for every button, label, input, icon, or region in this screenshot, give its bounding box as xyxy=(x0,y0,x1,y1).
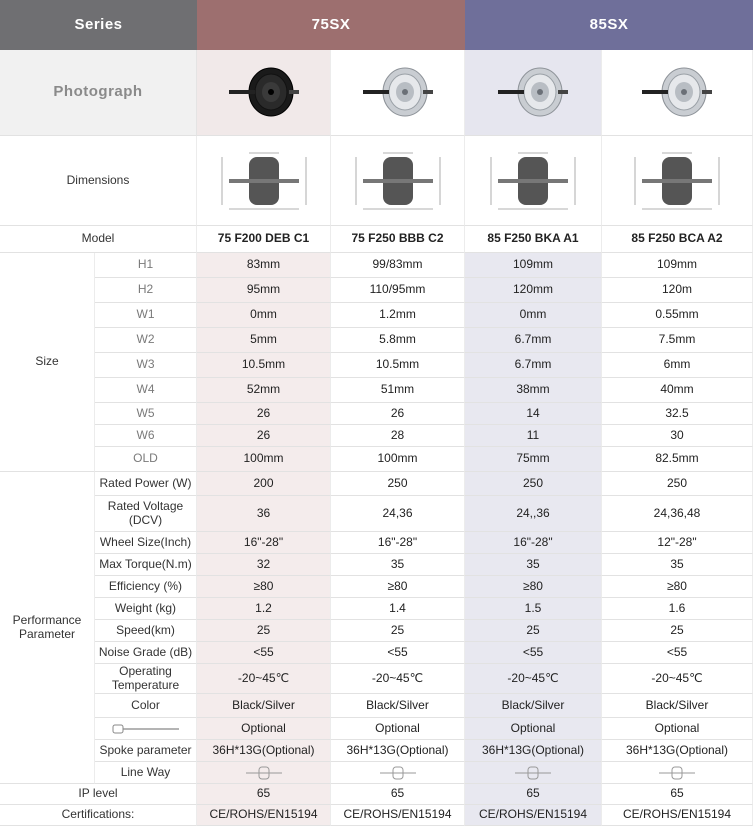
performance-value: <55 xyxy=(331,642,465,664)
performance-value: 25 xyxy=(197,620,331,642)
certifications-label: Certifications: xyxy=(0,805,197,826)
size-param-label: W2 xyxy=(95,328,197,353)
series-75sx-header: 75SX xyxy=(197,0,465,50)
performance-value: Black/Silver xyxy=(197,694,331,718)
performance-value: Black/Silver xyxy=(465,694,602,718)
performance-value: 36H*13G(Optional) xyxy=(465,740,602,762)
size-value: 28 xyxy=(331,425,465,447)
size-value: 0.55mm xyxy=(602,303,753,328)
performance-value: 36H*13G(Optional) xyxy=(197,740,331,762)
performance-value: 16"-28" xyxy=(465,532,602,554)
performance-value: 1.2 xyxy=(197,598,331,620)
size-value: 10.5mm xyxy=(197,353,331,378)
performance-value: 16"-28" xyxy=(331,532,465,554)
performance-value: 250 xyxy=(331,472,465,496)
size-value: 100mm xyxy=(197,447,331,472)
size-param-label: W1 xyxy=(95,303,197,328)
performance-value xyxy=(331,762,465,784)
performance-value: <55 xyxy=(465,642,602,664)
size-value: 109mm xyxy=(602,253,753,278)
size-value: 95mm xyxy=(197,278,331,303)
performance-value: ≥80 xyxy=(331,576,465,598)
size-value: 6.7mm xyxy=(465,353,602,378)
dimension-drawing xyxy=(465,136,602,226)
certification-value: CE/ROHS/EN15194 xyxy=(197,805,331,826)
motor-photo xyxy=(602,50,753,136)
performance-value xyxy=(197,762,331,784)
ip-level-label: IP level xyxy=(0,784,197,805)
performance-value: 24,36 xyxy=(331,496,465,532)
performance-value: 24,,36 xyxy=(465,496,602,532)
performance-value: ≥80 xyxy=(602,576,753,598)
size-value: 10.5mm xyxy=(331,353,465,378)
performance-value: Optional xyxy=(331,718,465,740)
performance-value: Optional xyxy=(465,718,602,740)
performance-value: -20~45℃ xyxy=(197,664,331,694)
performance-param-label: Wheel Size(Inch) xyxy=(95,532,197,554)
size-value: 5.8mm xyxy=(331,328,465,353)
performance-value: <55 xyxy=(197,642,331,664)
performance-value: Black/Silver xyxy=(602,694,753,718)
certification-value: CE/ROHS/EN15194 xyxy=(331,805,465,826)
performance-value: 250 xyxy=(465,472,602,496)
model-name: 75 F250 BBB C2 xyxy=(331,226,465,253)
performance-value xyxy=(602,762,753,784)
model-name: 85 F250 BKA A1 xyxy=(465,226,602,253)
performance-value: 25 xyxy=(602,620,753,642)
size-value: 26 xyxy=(331,403,465,425)
size-value: 38mm xyxy=(465,378,602,403)
dimension-diagram-icon xyxy=(483,149,583,213)
size-param-label: W6 xyxy=(95,425,197,447)
size-value: 120mm xyxy=(465,278,602,303)
performance-value: 250 xyxy=(602,472,753,496)
size-param-label: OLD xyxy=(95,447,197,472)
performance-group-label: Performance Parameter xyxy=(0,472,95,784)
motor-photo xyxy=(465,50,602,136)
model-name: 75 F200 DEB C1 xyxy=(197,226,331,253)
performance-value: 1.5 xyxy=(465,598,602,620)
size-value: 5mm xyxy=(197,328,331,353)
hub-motor-icon xyxy=(632,58,722,128)
size-value: 109mm xyxy=(465,253,602,278)
size-value: 30 xyxy=(602,425,753,447)
size-value: 14 xyxy=(465,403,602,425)
size-value: 26 xyxy=(197,403,331,425)
series-85sx-header: 85SX xyxy=(465,0,753,50)
performance-value: ≥80 xyxy=(465,576,602,598)
hub-motor-icon xyxy=(219,58,309,128)
size-value: 120m xyxy=(602,278,753,303)
size-value: 99/83mm xyxy=(331,253,465,278)
performance-value: -20~45℃ xyxy=(465,664,602,694)
line-way-icon xyxy=(378,765,418,781)
performance-value: -20~45℃ xyxy=(602,664,753,694)
performance-value: 1.6 xyxy=(602,598,753,620)
performance-value: ≥80 xyxy=(197,576,331,598)
size-value: 0mm xyxy=(465,303,602,328)
performance-param-label: Weight (kg) xyxy=(95,598,197,620)
series-header: Series xyxy=(0,0,197,50)
hub-motor-icon xyxy=(353,58,443,128)
performance-value: 16"-28" xyxy=(197,532,331,554)
ip-level-value: 65 xyxy=(602,784,753,805)
size-value: 52mm xyxy=(197,378,331,403)
dimension-drawing xyxy=(331,136,465,226)
performance-value: -20~45℃ xyxy=(331,664,465,694)
performance-param-label: Line Way xyxy=(95,762,197,784)
model-label: Model xyxy=(0,226,197,253)
line-way-icon xyxy=(513,765,553,781)
performance-value: 200 xyxy=(197,472,331,496)
size-param-label: W5 xyxy=(95,403,197,425)
size-value: 11 xyxy=(465,425,602,447)
dimension-diagram-icon xyxy=(348,149,448,213)
size-value: 0mm xyxy=(197,303,331,328)
size-value: 75mm xyxy=(465,447,602,472)
model-name: 85 F250 BCA A2 xyxy=(602,226,753,253)
performance-param-label: Color xyxy=(95,694,197,718)
performance-param-label: Rated Voltage (DCV) xyxy=(95,496,197,532)
line-way-icon xyxy=(657,765,697,781)
performance-param-label: Rated Power (W) xyxy=(95,472,197,496)
performance-value: <55 xyxy=(602,642,753,664)
performance-value: Optional xyxy=(197,718,331,740)
ip-level-value: 65 xyxy=(197,784,331,805)
motor-photo xyxy=(197,50,331,136)
performance-param-label: Operating Temperature xyxy=(95,664,197,694)
cable-connector-icon xyxy=(111,720,181,738)
performance-value: 35 xyxy=(331,554,465,576)
size-param-label: W3 xyxy=(95,353,197,378)
performance-param-label xyxy=(95,718,197,740)
performance-value: Optional xyxy=(602,718,753,740)
performance-value: 36 xyxy=(197,496,331,532)
performance-param-label: Spoke parameter xyxy=(95,740,197,762)
performance-value: 35 xyxy=(602,554,753,576)
certification-value: CE/ROHS/EN15194 xyxy=(602,805,753,826)
size-value: 26 xyxy=(197,425,331,447)
size-group-label: Size xyxy=(0,253,95,472)
dimension-drawing xyxy=(197,136,331,226)
size-value: 83mm xyxy=(197,253,331,278)
photograph-label: Photograph xyxy=(0,50,197,136)
size-param-label: H2 xyxy=(95,278,197,303)
size-value: 6mm xyxy=(602,353,753,378)
performance-value: 35 xyxy=(465,554,602,576)
size-value: 32.5 xyxy=(602,403,753,425)
performance-value: 32 xyxy=(197,554,331,576)
performance-value: 1.4 xyxy=(331,598,465,620)
ip-level-value: 65 xyxy=(465,784,602,805)
performance-param-label: Max Torque(N.m) xyxy=(95,554,197,576)
motor-photo xyxy=(331,50,465,136)
size-value: 110/95mm xyxy=(331,278,465,303)
size-value: 7.5mm xyxy=(602,328,753,353)
size-value: 51mm xyxy=(331,378,465,403)
dimension-drawing xyxy=(602,136,753,226)
size-value: 40mm xyxy=(602,378,753,403)
hub-motor-icon xyxy=(488,58,578,128)
size-value: 1.2mm xyxy=(331,303,465,328)
dimension-diagram-icon xyxy=(214,149,314,213)
size-param-label: H1 xyxy=(95,253,197,278)
ip-level-value: 65 xyxy=(331,784,465,805)
performance-value: 12"-28" xyxy=(602,532,753,554)
performance-value xyxy=(465,762,602,784)
certification-value: CE/ROHS/EN15194 xyxy=(465,805,602,826)
size-value: 82.5mm xyxy=(602,447,753,472)
dimensions-label: Dimensions xyxy=(0,136,197,226)
line-way-icon xyxy=(244,765,284,781)
size-value: 100mm xyxy=(331,447,465,472)
performance-value: 24,36,48 xyxy=(602,496,753,532)
performance-value: 25 xyxy=(465,620,602,642)
performance-value: 36H*13G(Optional) xyxy=(331,740,465,762)
performance-value: 36H*13G(Optional) xyxy=(602,740,753,762)
dimension-diagram-icon xyxy=(627,149,727,213)
performance-param-label: Speed(km) xyxy=(95,620,197,642)
size-value: 6.7mm xyxy=(465,328,602,353)
performance-value: 25 xyxy=(331,620,465,642)
performance-value: Black/Silver xyxy=(331,694,465,718)
size-param-label: W4 xyxy=(95,378,197,403)
performance-param-label: Efficiency (%) xyxy=(95,576,197,598)
performance-param-label: Noise Grade (dB) xyxy=(95,642,197,664)
